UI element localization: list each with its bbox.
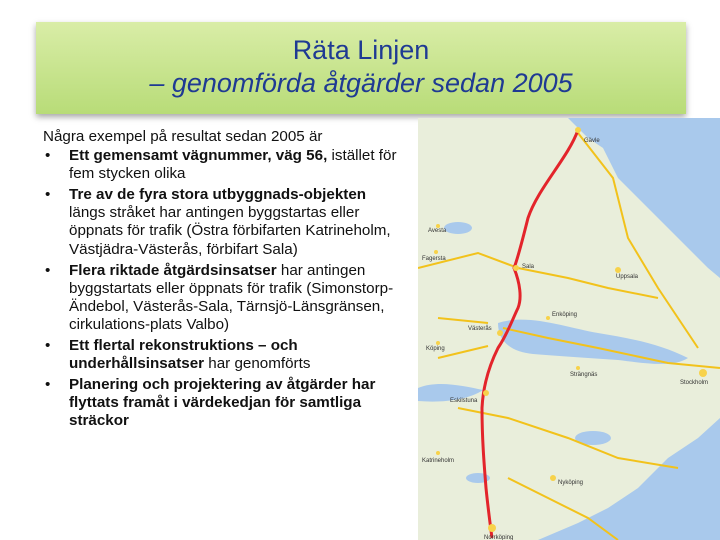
place-marker (483, 390, 489, 396)
place-label: Eskilstuna (450, 398, 478, 404)
intro-text: Några exempel på resultat sedan 2005 är (43, 128, 323, 145)
bullet-bold-text: Ett flertal rekonstruktions – och underhållsinsatser (69, 337, 298, 373)
bullet-item (43, 376, 403, 430)
place-marker (436, 451, 440, 455)
place-marker (488, 524, 496, 532)
place-label: Uppsala (616, 274, 639, 280)
slide-body (43, 128, 403, 434)
bullet-text: istället för fem stycken olika (69, 147, 397, 183)
bullet-marker: • (45, 186, 51, 204)
bullet-item (43, 147, 403, 183)
place-marker (436, 341, 440, 345)
bullet-item (43, 262, 403, 334)
place-marker (575, 127, 581, 133)
bullet-bold-text: Ett gemensamt vägnummer, väg 56, (69, 147, 328, 165)
place-label: Nyköping (558, 480, 584, 486)
place-marker (576, 366, 580, 370)
place-marker (550, 475, 556, 481)
place-label: Gävle (584, 138, 600, 144)
bullet-bold-text: Planering och projektering av åtgärder har flyttats framåt i värdekedjan för samtliga sträckor (69, 376, 376, 430)
place-label: Fagersta (422, 256, 446, 262)
place-marker (699, 369, 707, 377)
bullet-text: har antingen byggstartats eller öppnats för trafik (Simonstorp-Ändebol, Västerås-Sala, Tärnsjö-Länsgränsen, cirkulations-plats Valbo) (69, 261, 394, 333)
bullet-bold-text: Tre av de fyra stora utbyggnads-objekten (69, 186, 367, 204)
route-map (418, 118, 720, 540)
place-label: Köping (426, 346, 445, 352)
bullet-text: längs stråket har antingen byggstartas eller öppnats för trafik (Östra förbifarten Katrineholm, Västjädra-Västerås, förbifart Sala) (69, 204, 391, 258)
bullet-marker: • (45, 337, 51, 355)
place-label: Västerås (468, 326, 492, 332)
place-label: Enköping (552, 312, 578, 318)
place-marker (615, 267, 621, 273)
slide-subtitle: – genomförda åtgärder sedan 2005 (149, 68, 573, 98)
bullet-text: har genomförts (204, 355, 311, 373)
place-label: Strängnäs (570, 372, 598, 378)
bullet-marker: • (45, 147, 51, 165)
bullet-marker: • (45, 261, 51, 279)
bullet-bold-text: Flera riktade åtgärdsinsatser (69, 261, 277, 279)
place-label: Norrköping (484, 535, 514, 540)
lake (444, 222, 472, 234)
place-marker (434, 250, 438, 254)
place-label: Stockholm (680, 380, 709, 386)
place-marker (513, 265, 519, 271)
place-label: Katrineholm (422, 458, 455, 464)
bullet-item (43, 186, 403, 258)
bullet-item (43, 337, 403, 373)
bullet-list (43, 147, 403, 430)
place-label: Avesta (428, 228, 447, 234)
map-svg (418, 118, 720, 540)
slide-title: Räta Linjen (292, 35, 430, 65)
place-label: Sala (522, 264, 535, 270)
place-marker (546, 316, 550, 320)
title-banner (36, 22, 686, 114)
place-marker (497, 330, 503, 336)
bullet-marker: • (45, 376, 51, 394)
